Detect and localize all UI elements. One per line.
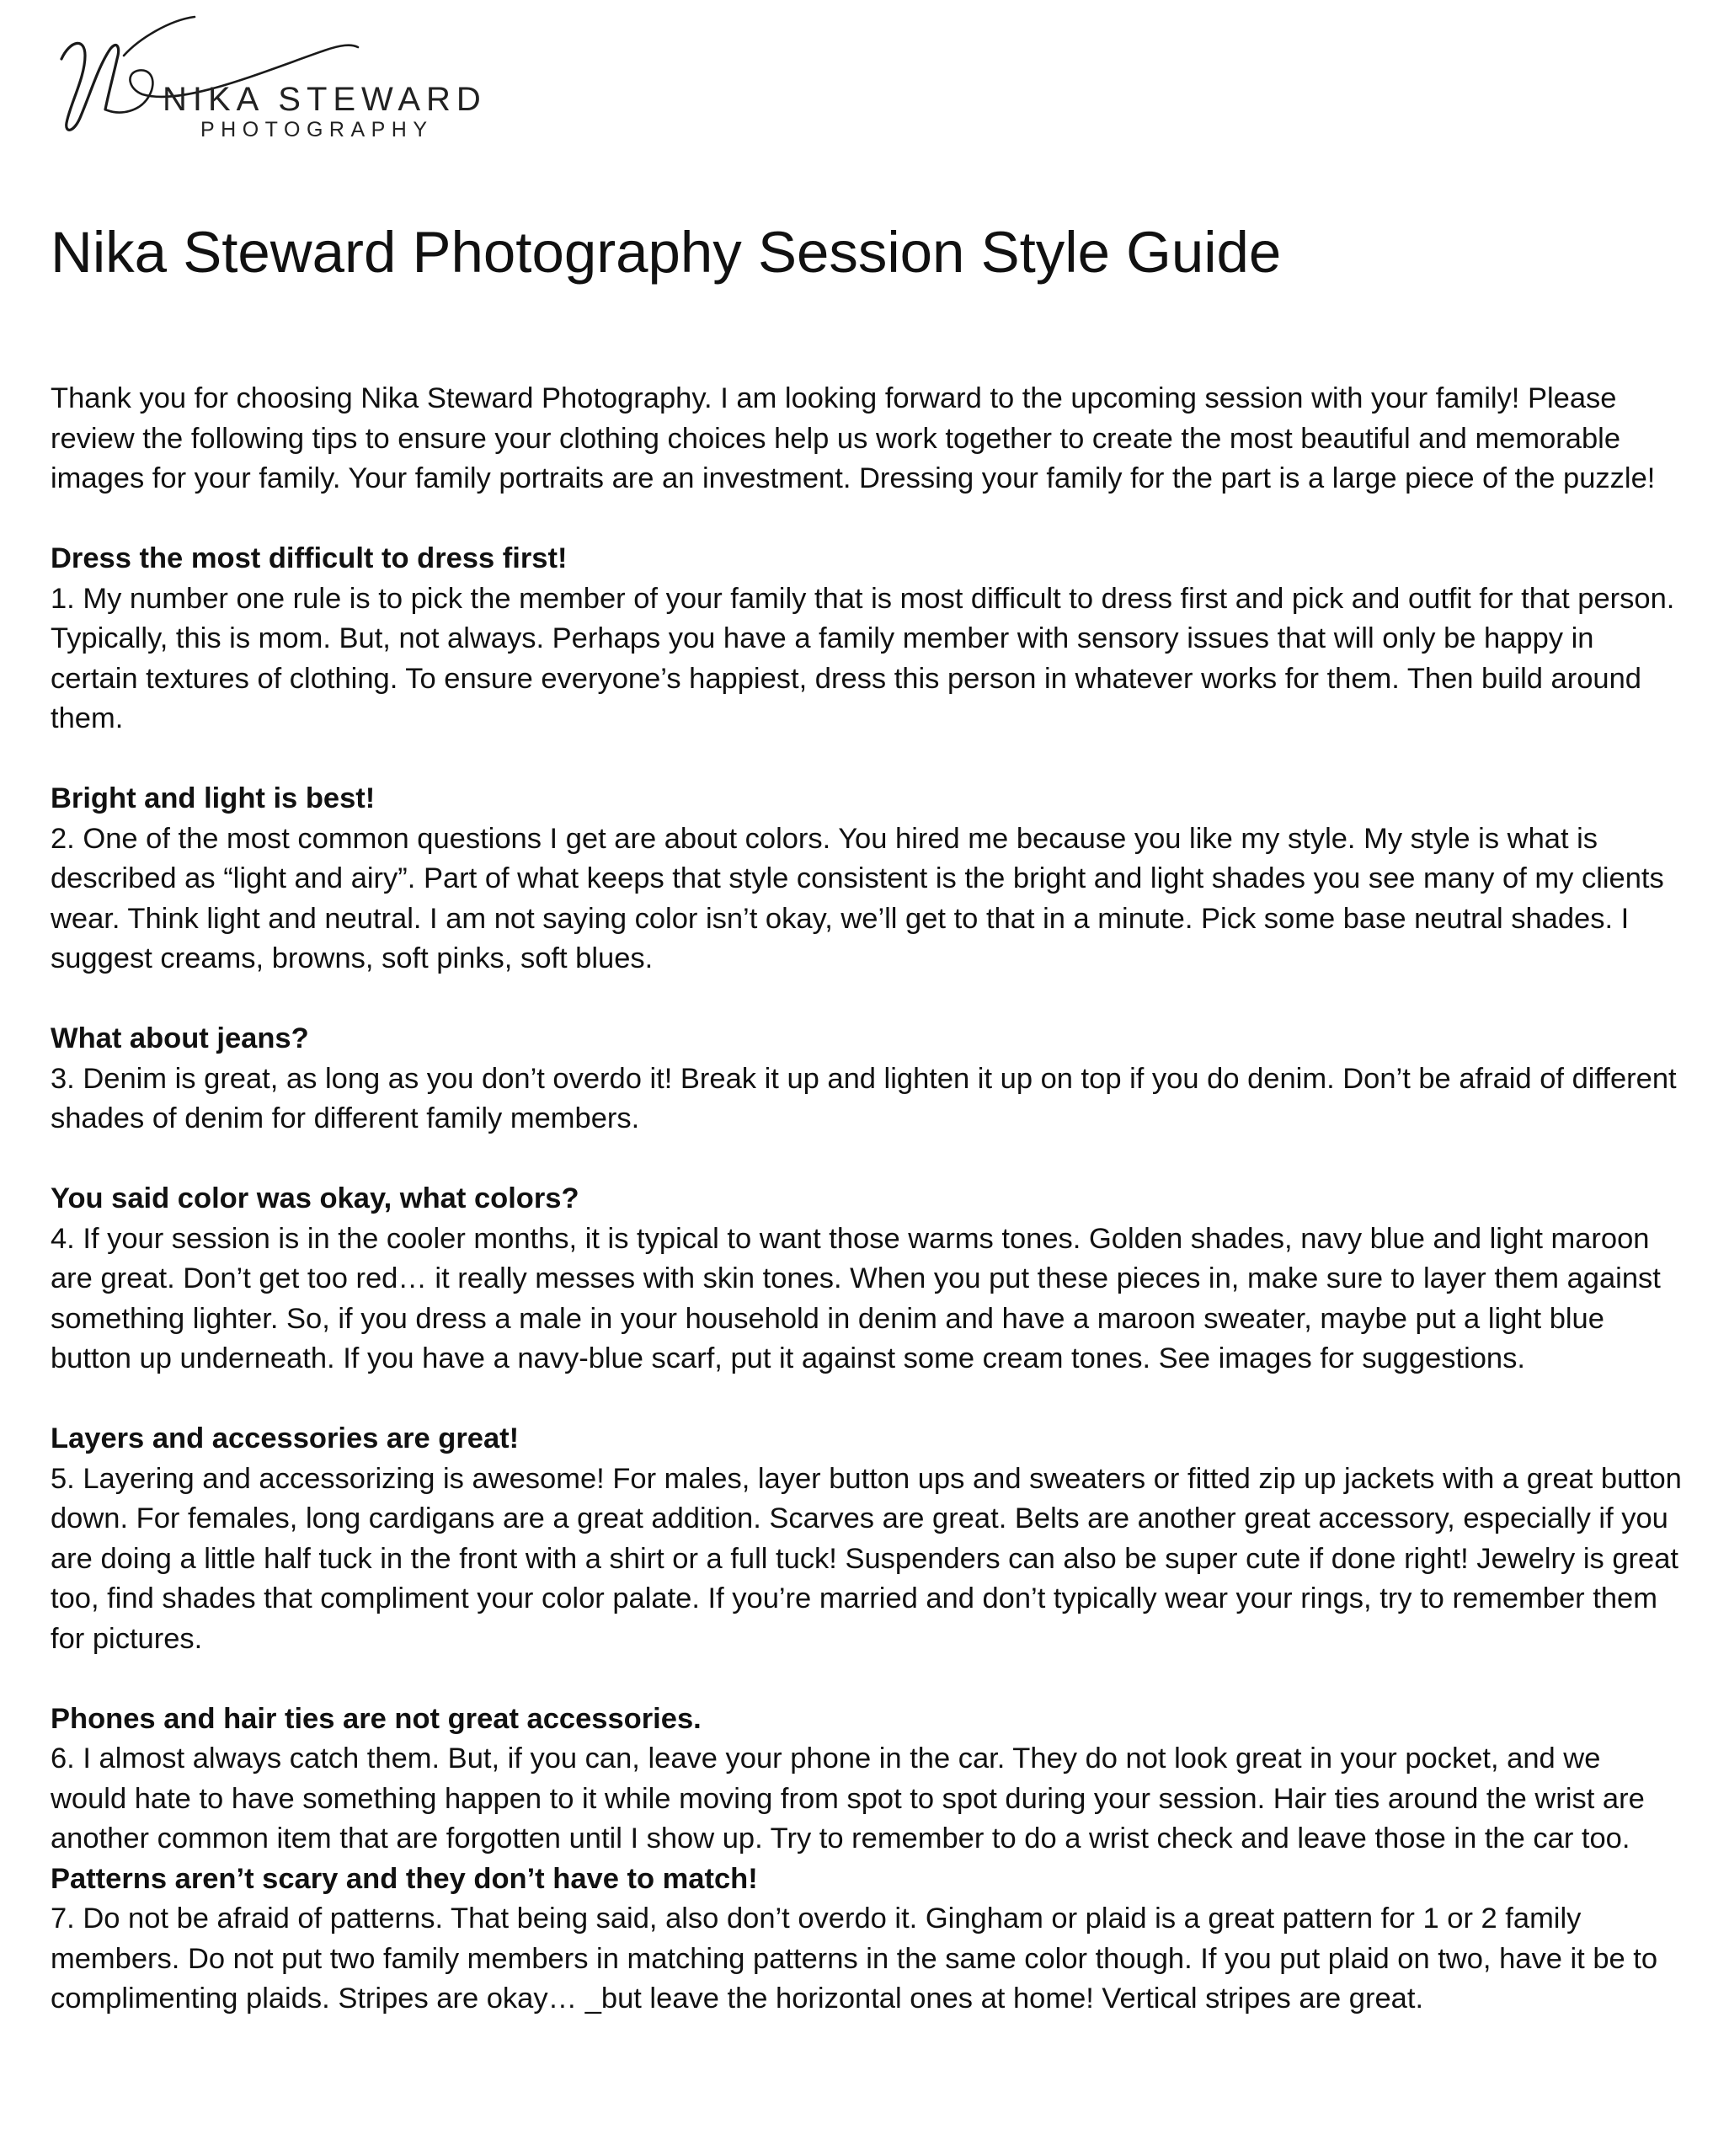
section-heading: What about jeans? bbox=[51, 1022, 309, 1054]
section-body: 2. One of the most common questions I get are about colors. You hired me because you like my style. My style is what is described as “light and airy”. Part of what keeps that style consistent is the bright and light shades you see many of my clients wear. Think light and neutral. I am not saying color isn’t okay, we’ll get to that in a minute. Pick some base neutral shades. I suggest creams, browns, soft pinks, soft blues. bbox=[51, 822, 1664, 974]
section-dress-difficult-first bbox=[51, 539, 1684, 739]
section-body: 5. Layering and accessorizing is awesome! For males, layer button ups and sweaters or fitted zip up jackets with a great button down. For females, long cardigans are a great addition. Scarves are great. Belts are another great accessory, especially if you are doing a little half tuck in the front with a shirt or a full tuck! Suspenders can also be super cute if done right! Jewelry is great too, find shades that compliment your color palate. If you’re married and don’t typically wear your rings, try to remember them for pictures. bbox=[51, 1462, 1682, 1655]
section-body: 1. My number one rule is to pick the member of your family that is most difficult to dress first and pick and outfit for that person. Typically, this is mom. But, not always. Perhaps you have a family member with sensory issues that will only be happy in certain textures of clothing. To ensure everyone’s happiest, dress this person in whatever works for them. Then build around them. bbox=[51, 582, 1675, 734]
section-body: 6. I almost always catch them. But, if you can, leave your phone in the car. They do not look great in your pocket, and we would hate to have something happen to it while moving from spot to spot during your session. Hair ties around the wrist are another common item that are forgotten until I show up. Try to remember to do a wrist check and leave those in the car too. bbox=[51, 1742, 1645, 1854]
intro-paragraph: Thank you for choosing Nika Steward Photography. I am looking forward to the upcoming session with your family! Please review the following tips to ensure your clothing choices help us work together to create the most beautiful and memorable images for your family. Your family portraits are an investment. Dressing your family for the part is a large piece of the puzzle! bbox=[51, 382, 1656, 494]
logo-name: NIKA STEWARD bbox=[163, 81, 487, 118]
section-phones-hair-ties bbox=[51, 1700, 1684, 1860]
section-body: 7. Do not be afraid of patterns. That being said, also don’t overdo it. Gingham or plaid is a great pattern for 1 or 2 family members. Do not put two family members in matching patterns in the same color though. If you put plaid on two, have it be to complimenting plaids. Stripes are okay… _but leave the horizontal ones at home! Vertical stripes are great. bbox=[51, 1903, 1658, 2015]
section-body: 4. If your session is in the cooler months, it is typical to want those warms tones. Golden shades, navy blue and light maroon are great. Don’t get too red… it really messes with skin tones. When you put these pieces in, make sure to layer them against something lighter. So, if you dress a male in your household in denim and have a maroon sweater, maybe put a light blue button up underneath. If you have a navy-blue scarf, put it against some cream tones. See images for suggestions. bbox=[51, 1222, 1661, 1374]
section-heading: You said color was okay, what colors? bbox=[51, 1182, 579, 1214]
section-heading: Dress the most difficult to dress first! bbox=[51, 542, 568, 574]
guide-content bbox=[51, 379, 1684, 2020]
section-heading: Bright and light is best! bbox=[51, 782, 376, 814]
page-title: Nika Steward Photography Session Style Guide bbox=[51, 220, 1282, 285]
section-heading: Patterns aren’t scary and they don’t have to match! bbox=[51, 1862, 758, 1895]
section-bright-and-light bbox=[51, 779, 1684, 979]
section-heading: Layers and accessories are great! bbox=[51, 1422, 520, 1454]
logo bbox=[46, 15, 518, 150]
section-jeans bbox=[51, 1019, 1684, 1139]
logo-subtitle: PHOTOGRAPHY bbox=[200, 118, 434, 141]
section-layers-accessories bbox=[51, 1419, 1684, 1659]
section-body: 3. Denim is great, as long as you don’t overdo it! Break it up and lighten it up on top if you do denim. Don’t be afraid of different shades of denim for different family members. bbox=[51, 1062, 1677, 1134]
section-patterns bbox=[51, 1860, 1684, 2020]
section-colors bbox=[51, 1179, 1684, 1380]
section-heading: Phones and hair ties are not great accessories. bbox=[51, 1702, 702, 1735]
